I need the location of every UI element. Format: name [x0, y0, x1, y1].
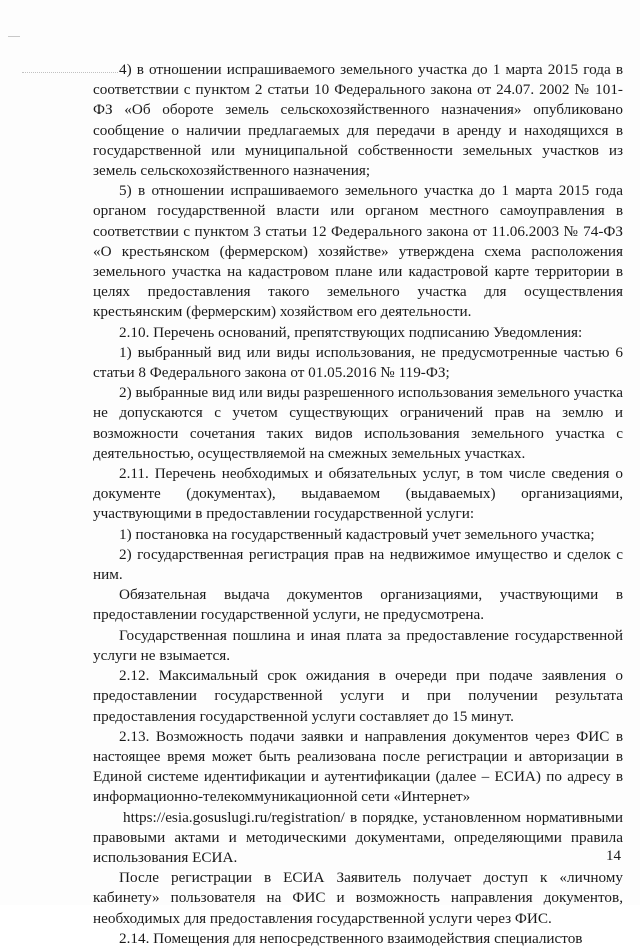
paragraph-2-11-item-2: 2) государственная регистрация прав на недвижимое имущество и сделок с ним.: [93, 545, 623, 584]
paragraph-2-10-item-2: 2) выбранные вид или виды разрешенного использования земельного участка не допускаются с учетом существующих ограничений прав на землю и возможности сочетания таких видов использования земельного участка с деятельностью, осуществляемой на смежных земельных участках.: [93, 384, 623, 462]
paragraph-2-11-item-1: 1) постановка на государственный кадастровый учет земельного участка;: [119, 525, 595, 543]
paragraph-mandatory-documents: Обязательная выдача документов организациями, участвующими в предоставлении государственной услуги, не предусмотрена.: [93, 586, 623, 624]
paragraph-2-12: 2.12. Максимальный срок ожидания в очереди при подаче заявления о предоставлении государственной услуги и при получении результата предоставления государственной услуги составляет до 15 минут.: [93, 667, 623, 725]
paragraph-2-10: 2.10. Перечень оснований, препятствующих подписанию Уведомления:: [119, 323, 583, 341]
paragraph-item-4: 4) в отношении испрашиваемого земельного участка до 1 марта 2015 года в соответствии с пунктом 2 статьи 10 Федерального закона от 24.07. 2002 № 101-ФЗ «Об обороте земель сельскохозяйственного назначения» опубликовано сообщение о наличии предлагаемых для передачи в аренду и находящихся в государственной или муниципальной собственности земельных участков из земель сельскохозяйственного назначения;: [93, 61, 623, 180]
scan-artifact: [8, 36, 20, 37]
paragraph-after-registration: После регистрации в ЕСИА Заявитель получает доступ к «личному кабинету» пользователя на ФИС и возможность направления документов, необходимых для предоставления государственной услуги через ФИС.: [93, 869, 623, 927]
page-number: 14: [606, 848, 621, 864]
paragraph-item-5: 5) в отношении испрашиваемого земельного участка до 1 марта 2015 года органом государственной власти или органом местного самоуправления в соответствии с пунктом 3 статьи 12 Федерального закона от 11.06.2003 № 74-ФЗ «О крестьянском (фермерском) хозяйстве» утверждена схема расположения земельного участка на кадастровом плане или кадастровой карте территории в целях предоставления такого земельного участка для осуществления крестьянским (фермерским) хозяйством его деятельности.: [93, 182, 623, 321]
document-body: [93, 60, 623, 949]
paragraph-2-13: 2.13. Возможность подачи заявки и направления документов через ФИС в настоящее время может быть реализована после регистрации и авторизации в Единой системе идентификации и аутентификации (далее – ЕСИА) по адресу в информационно-телекоммуникационной сети «Интернет»: [93, 727, 623, 806]
paragraph-esia-link: https://esia.gosuslugi.ru/registration/ в порядке, установленном нормативными правовыми актами и методическими документами, определяющими правила использования ЕСИА.: [93, 808, 623, 866]
paragraph-2-14: 2.14. Помещения для непосредственного взаимодействия специалистов: [119, 929, 583, 947]
paragraph-2-10-item-1: 1) выбранный вид или виды использования, не предусмотренные частью 6 статьи 8 Федерального закона от 01.05.2016 № 119-ФЗ;: [93, 343, 623, 382]
paragraph-2-11: 2.11. Перечень необходимых и обязательных услуг, в том числе сведения о документе (документах), выдаваемом (выдаваемых) организациями, участвующими в предоставлении государственной услуги:: [93, 465, 623, 523]
paragraph-state-fee: Государственная пошлина и иная плата за предоставление государственной услуги не взымается.: [93, 626, 623, 664]
